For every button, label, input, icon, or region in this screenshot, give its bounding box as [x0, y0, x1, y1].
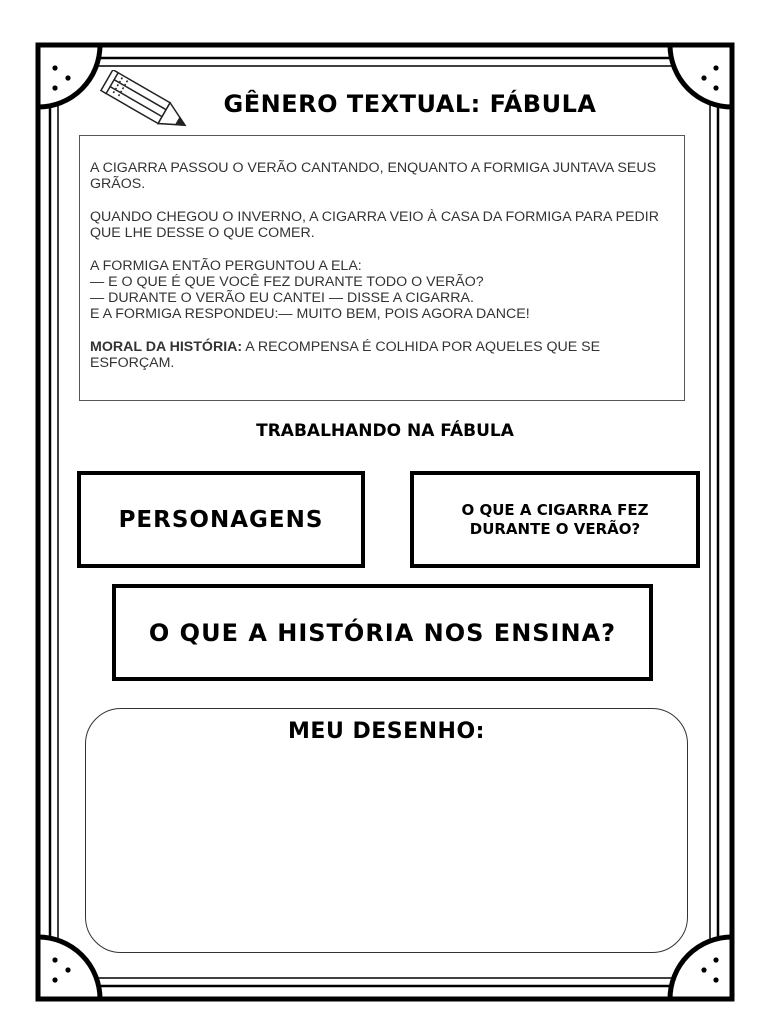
lesson-answer-box[interactable]: [112, 584, 653, 681]
story-text-box: [79, 135, 685, 401]
story-paragraph-1: A CIGARRA PASSOU O VERÃO CANTANDO, ENQUANTO A FORMIGA JUNTAVA SEUS GRÃOS.: [90, 160, 657, 192]
personagens-answer-box[interactable]: [77, 471, 365, 568]
corner-ornament-top-left: [0, 0, 100, 107]
dialogue-line: A FORMIGA ENTÃO PERGUNTOU A ELA:: [90, 258, 362, 274]
corner-ornament-top-right: [670, 0, 768, 107]
story-dialogue: [90, 258, 674, 322]
cigarra-answer-box[interactable]: [410, 471, 700, 568]
story-paragraph-2: QUANDO CHEGOU O INVERNO, A CIGARRA VEIO À CASA DA FORMIGA PARA PEDIR QUE LHE DESSE O QUE COMER.: [90, 209, 659, 241]
drawing-title: MEU DESENHO:: [288, 719, 485, 744]
moral-text: A RECOMPENSA É COLHIDA POR AQUELES QUE SE ESFORÇAM.: [90, 339, 601, 371]
moral-label: MORAL DA HISTÓRIA:: [90, 339, 243, 355]
corner-ornament-bottom-left: [0, 937, 100, 1024]
cigarra-question-label: O QUE A CIGARRA FEZ DURANTE O VERÃO?: [461, 500, 649, 538]
section-subtitle: TRABALHANDO NA FÁBULA: [256, 421, 514, 441]
story-moral: [90, 339, 674, 371]
drawing-area[interactable]: [85, 708, 688, 953]
dialogue-line: — DURANTE O VERÃO EU CANTEI — DISSE A CIGARRA.: [90, 290, 474, 306]
page-title: GÊNERO TEXTUAL: FÁBULA: [223, 90, 597, 118]
dialogue-line: E A FORMIGA RESPONDEU:— MUITO BEM, POIS AGORA DANCE!: [90, 306, 530, 322]
lesson-question-label: O QUE A HISTÓRIA NOS ENSINA?: [148, 618, 617, 647]
corner-ornament-bottom-right: [670, 937, 768, 1024]
personagens-label: PERSONAGENS: [118, 506, 324, 533]
pencil-icon: [98, 70, 198, 140]
dialogue-line: — E O QUE É QUE VOCÊ FEZ DURANTE TODO O VERÃO?: [90, 274, 484, 290]
